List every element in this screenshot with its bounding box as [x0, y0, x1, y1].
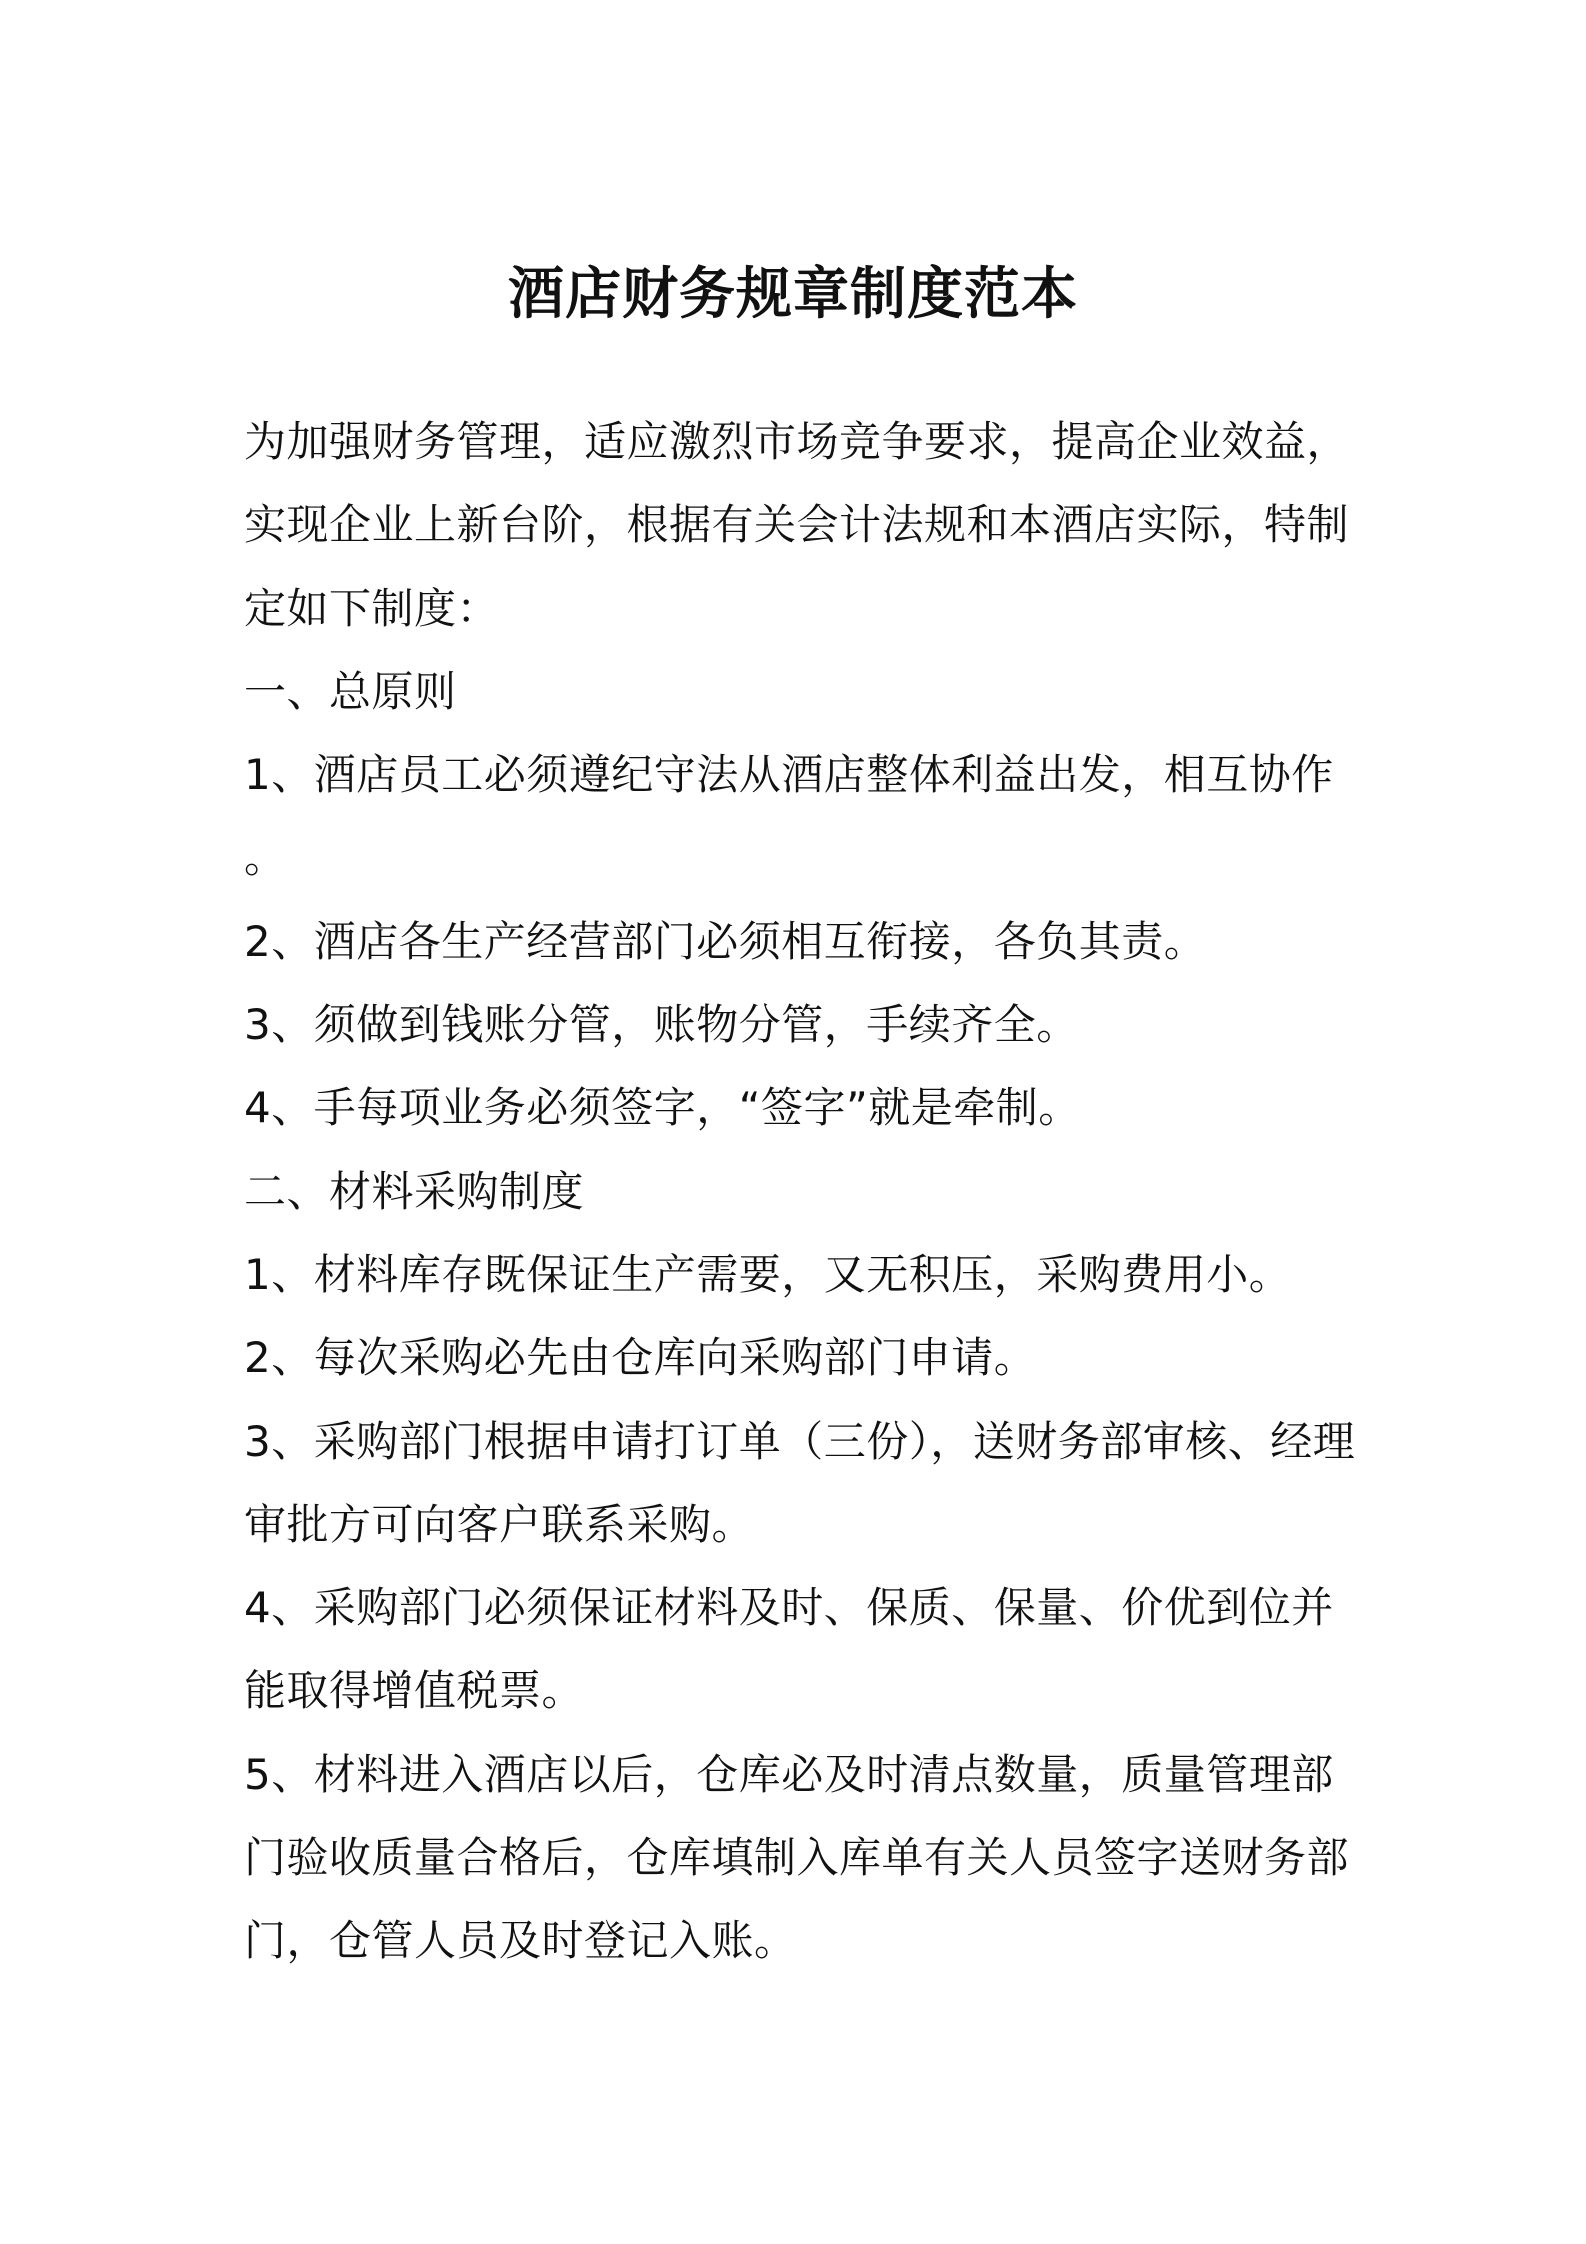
body-line: 能取得增值税票。: [244, 1666, 585, 1716]
body-line: 为加强财务管理，适应激烈市场竞争要求，提高企业效益，: [244, 417, 1350, 466]
body-line: 4、采购部门必须保证材料及时、保质、保量、价优到位并: [244, 1583, 1334, 1633]
body-line: 定如下制度：: [244, 583, 500, 633]
body-line: 5、材料进入酒店以后，仓库必及时清点数量，质量管理部: [244, 1749, 1334, 1799]
body-line: 3、采购部门根据申请打订单（三份），送财务部审核、经理: [244, 1416, 1356, 1466]
body-line: 1、酒店员工必须遵纪守法从酒店整体利益出发，相互协作: [244, 750, 1334, 800]
body-line: 门，仓管人员及时登记入账。: [244, 1916, 797, 1966]
body-line: 4、手每项业务必须签字，“签字”就是牵制。: [244, 1083, 1081, 1133]
body-line: 1、材料库存既保证生产需要，又无积压，采购费用小。: [244, 1249, 1292, 1299]
document-body: [244, 400, 1364, 1983]
body-line: 2、酒店各生产经营部门必须相互衔接，各负其责。: [244, 916, 1207, 966]
body-line: 2、每次采购必先由仓库向采购部门申请。: [244, 1333, 1037, 1383]
body-line: 3、须做到钱账分管，账物分管，手续齐全。: [244, 1000, 1079, 1050]
body-line: 实现企业上新台阶，根据有关会计法规和本酒店实际，特制: [244, 500, 1350, 550]
section-heading: 一、总原则: [244, 666, 457, 716]
body-line: 门验收质量合格后，仓库填制入库单有关人员签字送财务部: [244, 1833, 1350, 1883]
body-line: 审批方可向客户联系采购。: [244, 1499, 755, 1549]
body-line: 。: [244, 833, 287, 883]
document-title: 酒店财务规章制度范本: [508, 262, 1078, 327]
section-heading: 二、材料采购制度: [244, 1166, 585, 1216]
